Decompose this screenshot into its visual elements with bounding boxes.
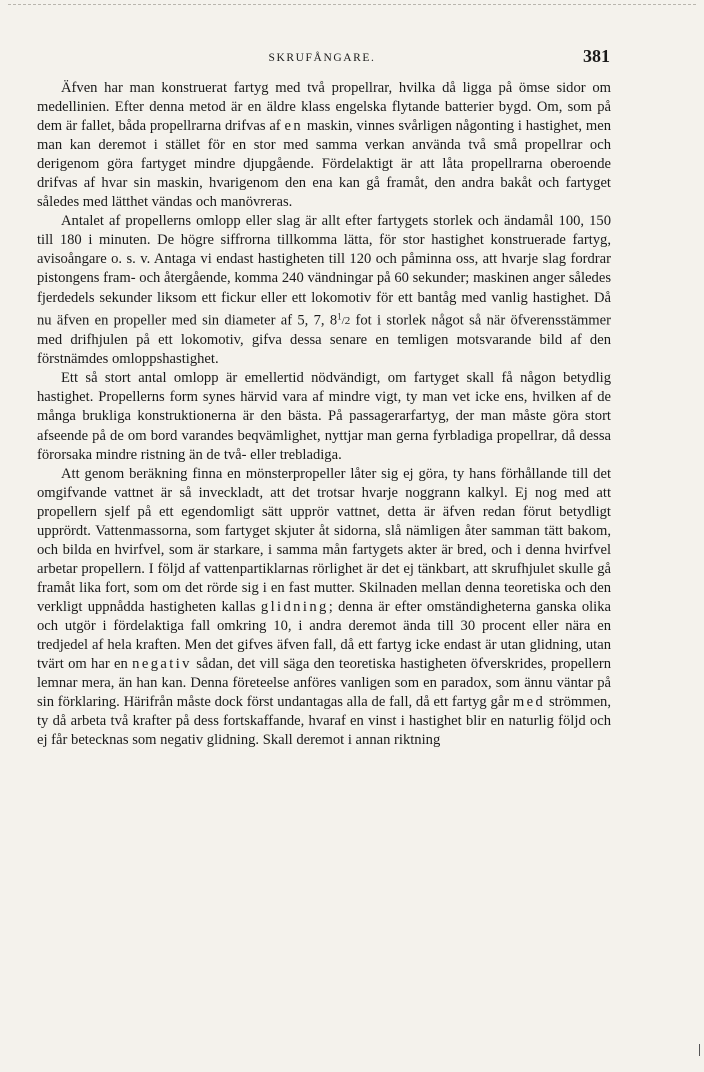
text-run: strömmen, ty då arbeta två krafter på dess fortskaffande, hvaraf en vinst i hastighet blir en naturlig följd och ej får betecknas som negativ glidning. Skall deremot i annan riktning	[37, 694, 611, 749]
page-top-border	[8, 4, 696, 5]
paragraph	[37, 369, 611, 464]
text-run: fot i storlek något så när öfverensstämmer med drifhjulen på ett lokomotiv, gifva dessa senare en temligen motsvarande bild af den förstnämdes omloppshastighet.	[37, 312, 611, 368]
paragraph	[37, 79, 611, 212]
paragraph	[37, 465, 611, 751]
page-header	[0, 46, 704, 70]
paragraph	[37, 212, 611, 369]
spaced-emphasis: med	[512, 694, 546, 711]
text-run: ; denna är efter omständigheterna ganska olika och utgör i fördelaktiga fall omkring 10, i andra deremot ända till 30 procent eller nära en tredjedel af hela kraften. Men det gifves äfven fall, då ett fartyg icke endast är utan glidning, utan tvärt om har en	[37, 598, 611, 673]
text-run: maskin, vinnes svårligen någonting i hastighet, men man kan deremot i stället för en stor med samma verkan använda två små propellrar och derigenom göra fartyget mindre djupgående. Fördelaktigt är att låta propellrarna oberoende drifvas af hvar sin maskin, hvarigenom den ena kan gå framåt, den andra bakåt och fartyget således med lätthet vändas och manövreras.	[37, 118, 611, 211]
text-run: Ett så stort antal omlopp är emellertid nödvändigt, om fartyget skall få någon betydlig hastighet. Propellerns form synes härvid vara af mindre vigt, ty man vet icke ens, hvilken af de många brukliga konstruktionerna är den bästa. På passagerarfartyg, der man måste göra stort afseende på de om bord varandes beqvämlighet, nyttjar man gerna fyrbladiga propellrar, då dessa förorsaka mindre ristning än de två- eller trebladiga.	[37, 370, 611, 463]
page-number: 381	[583, 46, 610, 66]
text-run: Äfven har man konstruerat fartyg med två propellrar, hvilka då ligga på ömse sidor om medellinien. Efter denna metod är en äldre klass engelska flytande batterier bygd. Om, som på dem är fallet, båda propellrarna drifvas af	[37, 80, 611, 135]
text-run: Att genom beräkning finna en mönsterpropeller låter sig ej göra, ty hans förhållande till det omgifvande vattnet är så inveckladt, att det trotsar hvarje noggrann kalkyl. Ej nog med att propellern sjelf på ett egendomligt sätt upprör vattnet, detta är äfven redan förut betydligt upprördt. Vattenmassorna, som fartyget skjuter åt sidorna, slå nämligen åter samman tätt bakom, och bilda en hvirfvel, som är starkare, i samma mån fartygets akter är bred, och i denna hvirfvel arbetar propellern. I följd af vattenpartiklarnas rörlighet är det ej tänkbart, att skrufhjulet skulle gå framåt lika fort, som om det rörde sig i en fast mutter. Skilnaden mellan denna teoretiska och den verkligt uppnådda hastigheten kallas	[37, 465, 611, 615]
fraction: $^1$/2	[337, 311, 351, 328]
margin-mark	[699, 1044, 700, 1056]
text-run: Antalet af propellerns omlopp eller slag är allt efter fartygets storlek och ändamål 100, 150 till 180 i minuten. De högre siffrorna tillkomma lätta, för stor hastighet konstruerade fartyg, avisoångare o. s. v. Antaga vi endast hastigheten till 120 och påminna oss, att hvarje slag fordrar pistongens fram- och återgående, komma 240 vändningar på 60 sekunder; maskinen anger således fjerdedels sekunder liksom ett fickur eller ett lokomotiv för ett bantåg med vanlig hastighet. Då nu äfven en propeller med sin diameter af 5, 7, 8	[37, 213, 611, 329]
spaced-emphasis: glidning	[260, 598, 329, 615]
spaced-emphasis: negativ	[132, 656, 192, 673]
text-run: sådan, det vill säga den teoretiska hastigheten öfverskrides, propellern lemnar mera, än han kan. Denna företeelse anföres vanligen som en paradox, som ännu väntar på sin förklaring. Härifrån måste dock först undantagas alla de fall, då ett fartyg går	[37, 656, 611, 711]
spaced-emphasis: en	[284, 118, 304, 135]
running-title: SKRUFÅNGARE.	[268, 52, 376, 64]
body-text	[37, 79, 611, 750]
